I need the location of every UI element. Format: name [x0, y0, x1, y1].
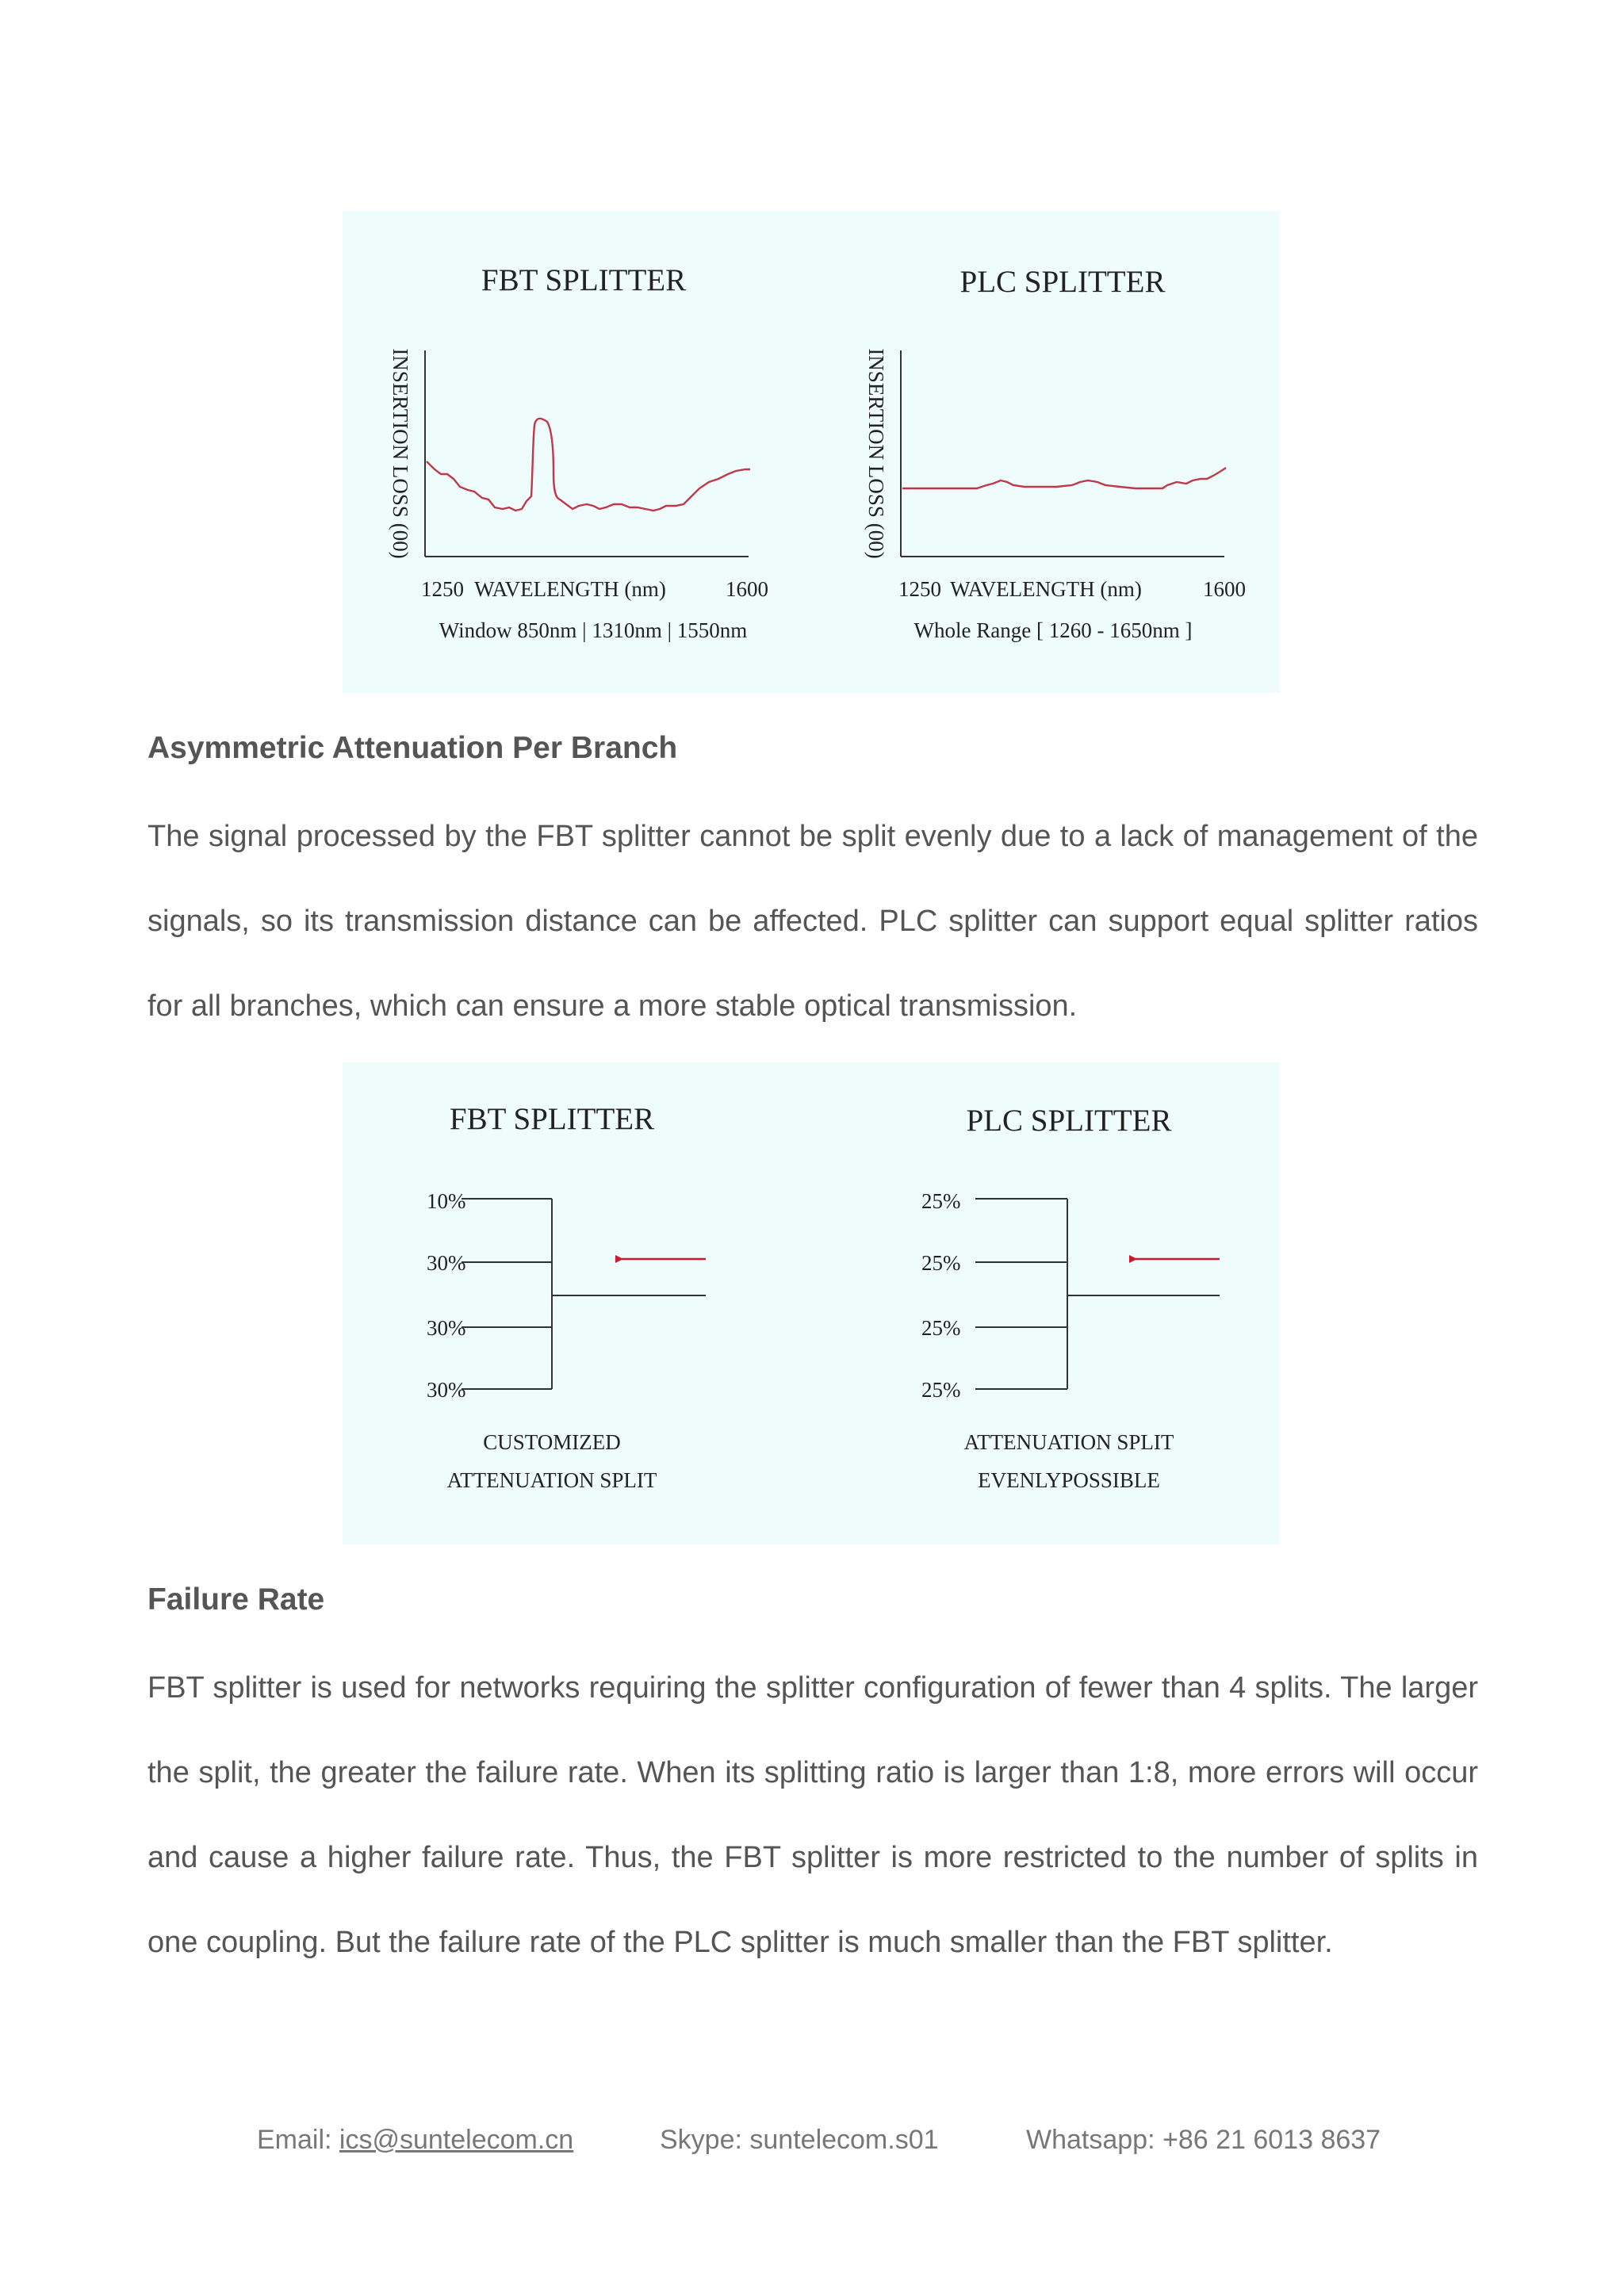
- fbt-loss-curve: [427, 419, 750, 511]
- plc-x-label: WAVELENGTH (nm): [950, 577, 1142, 601]
- plc-ratio-1: 25%: [921, 1189, 961, 1213]
- page-footer: [0, 2125, 1624, 2164]
- section-heading-attenuation: Asymmetric Attenuation Per Branch: [147, 731, 678, 765]
- fbt-x-start: 1250: [421, 577, 464, 601]
- fbt-split-caption-2: ATTENUATION SPLIT: [446, 1468, 657, 1492]
- fbt-ratio-2: 30%: [427, 1251, 466, 1275]
- plc-x-start: 1250: [898, 577, 941, 601]
- fbt-split-title: FBT SPLITTER: [449, 1102, 655, 1136]
- section-body-failure-rate: FBT splitter is used for networks requiring the splitter configuration of fewer than 4 splits. The larger the split, the greater the failure rate. When its splitting ratio is larger than 1:8, more errors will occur and cause a higher failure rate. Thus, the FBT splitter is more restricted to the number of splits in one coupling. But the failure rate of the PLC splitter is much smaller than the FBT splitter.: [147, 1671, 1478, 1959]
- plc-split-caption-2: EVENLYPOSSIBLE: [978, 1468, 1160, 1492]
- plc-split-title: PLC SPLITTER: [966, 1104, 1172, 1138]
- plc-ratio-3: 25%: [921, 1316, 961, 1340]
- fbt-split-caption-1: CUSTOMIZED: [483, 1430, 621, 1454]
- insertion-loss-diagram: [343, 211, 1280, 693]
- section-body-attenuation: The signal processed by the FBT splitter cannot be split evenly due to a lack of management of the signals, so its transmission distance can be affected. PLC splitter can support equal splitter ratios for all branches, which can ensure a more stable optical transmission.: [147, 820, 1478, 1023]
- fbt-ratio-4: 30%: [427, 1378, 466, 1402]
- fbt-x-label: WAVELENGTH (nm): [474, 577, 666, 601]
- fbt-ratio-1: 10%: [427, 1189, 466, 1213]
- fbt-x-end: 1600: [726, 577, 768, 601]
- fbt-ratio-3: 30%: [427, 1316, 466, 1340]
- plc-caption: Whole Range [ 1260 - 1650nm ]: [914, 618, 1193, 642]
- plc-title: PLC SPLITTER: [959, 265, 1166, 299]
- split-ratio-figure: [343, 1062, 1280, 1544]
- footer-skype: Skype: suntelecom.s01: [660, 2125, 939, 2155]
- fbt-branch-lines: [462, 1199, 706, 1389]
- section-heading-failure-rate: Failure Rate: [147, 1582, 325, 1617]
- fbt-caption: Window 850nm | 1310nm | 1550nm: [439, 618, 748, 642]
- footer-email-link[interactable]: ics@suntelecom.cn: [339, 2125, 574, 2155]
- footer-email: [257, 2125, 573, 2156]
- plc-branch-lines: [975, 1199, 1220, 1389]
- insertion-loss-figure: [343, 211, 1280, 693]
- fbt-title: FBT SPLITTER: [481, 263, 687, 297]
- plc-ratio-2: 25%: [921, 1251, 961, 1275]
- plc-loss-curve: [902, 468, 1226, 488]
- footer-email-label: Email:: [257, 2125, 339, 2155]
- plc-x-end: 1600: [1203, 577, 1246, 601]
- footer-whatsapp: Whatsapp: +86 21 6013 8637: [1026, 2125, 1381, 2155]
- plc-y-label: INSERTION LOSS (00): [864, 348, 888, 559]
- plc-split-caption-1: ATTENUATION SPLIT: [963, 1430, 1174, 1454]
- split-ratio-diagram: [343, 1062, 1280, 1544]
- plc-ratio-4: 25%: [921, 1378, 961, 1402]
- fbt-y-label: INSERTION LOSS (00): [389, 348, 412, 559]
